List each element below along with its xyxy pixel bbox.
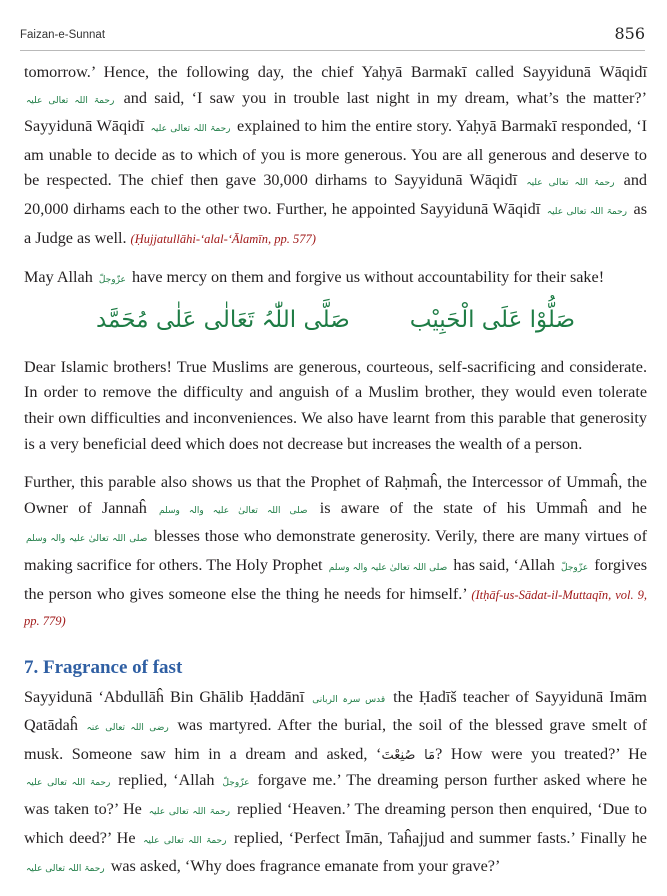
durood-right: صَلَّی اللّٰہُ تَعَالٰی عَلٰی مُحَمَّد (95, 306, 350, 333)
text-segment: replied, ‘Perfect Īmān, Taĥajjud and summer fasts.’ Finally he (234, 828, 647, 847)
text-segment: Further, this parable also shows us that the Prophet of Raḥmaĥ, the Intercessor of Ummaĥ, the Owner of Jannaĥ (24, 473, 647, 517)
honorific-quddisa: قدس سرہ الربانی (312, 694, 386, 705)
text-segment: has said, ‘Allah (453, 555, 555, 574)
text-segment: tomorrow.’ Hence, the following day, the chief Yaḥyā Barmakī called Sayyidunā Wāqidī (24, 63, 647, 81)
text-segment: forgave me.’ The dreaming person further asked where he was taken to?’ He (24, 771, 647, 819)
honorific-azza-wa-jall: عزّوجلّ (98, 275, 126, 286)
paragraph-1 (24, 60, 647, 252)
text-segment: the Ḥadīš teacher of Sayyidunā Imām Qatādaĥ (24, 687, 647, 735)
honorific-rahmatullahi: رحمۃ اللہ تعالی علیہ (150, 124, 231, 135)
text-segment: have mercy on them and forgive us without accountability for their sake! (131, 268, 605, 287)
text-segment: replied, ‘Allah (118, 771, 215, 790)
text-segment: is aware of the state of his Ummaĥ and he (319, 498, 647, 517)
arabic-phrase: مَا صُنِعْتَ (381, 747, 436, 763)
page-body (24, 60, 647, 896)
paragraph-3: Dear Islamic brothers! True Muslims are generous, courteous, self-sacrificing and considerate. In order to remove the difficulty and anguish of a Muslim brother, they would even tolerate their own difficulties and inconveniences. We also have learnt from this parable that generosity is a very beneficial deed which does not decrease but increases the wealth of a person. (24, 357, 647, 453)
durood-line (24, 307, 647, 333)
paragraph-2 (24, 265, 647, 294)
text-segment: ? How were you treated?’ He (435, 744, 647, 763)
durood-left: صَلُّوْا عَلَی الْحَبِیْب (409, 306, 576, 333)
text-segment: and 20,000 dirhams each to the other two. Further, he appointed Sayyidunā Wāqidī (24, 171, 648, 218)
text-segment: explained to him the entire story. Yaḥyā Barmakī responded, ‘I am unable to decide as to which of you is more generous. You are all generous and deserve to be respected. The chief then gave 30,000 dirhams to Sayyidunā Wāqidī (24, 117, 648, 190)
section-heading: 7. Fragrance of fast (24, 656, 183, 678)
text-segment: was asked, ‘Why does fragrance emanate from your grave?’ (110, 857, 501, 876)
citation: (Ḥujjatullāhi-‘alal-‘Ālamīn, pp. 577) (130, 231, 316, 246)
honorific-rahmatullahi: رحمۃ اللہ تعالی علیہ (148, 807, 231, 818)
text-segment: replied ‘Heaven.’ The dreaming person then enquired, ‘Due to which deed?’ He (24, 800, 647, 847)
honorific-radi: رضی اللہ تعالی عنہ (86, 723, 169, 734)
text-segment: blesses those who demonstrate generosity. Verily, there are many virtues of making sacrifice for others. The Holy Prophet (24, 527, 647, 574)
honorific-salla: صلی اللہ تعالیٰ علیہ والہ وسلم (26, 534, 148, 545)
honorific-salla: صلی اللہ تعالیٰ علیہ والہ وسلم (159, 505, 308, 516)
paragraph-5 (24, 685, 647, 883)
honorific-rahmatullahi: رحمۃ اللہ تعالی علیہ (26, 778, 111, 789)
honorific-rahmatullahi: رحمۃ اللہ تعالی علیہ (546, 206, 627, 217)
text-segment: May Allah (24, 268, 93, 287)
text-segment: forgives the person who gives someone else the thing he needs for himself.’ (24, 555, 648, 603)
honorific-salla: صلی اللہ تعالیٰ علیہ والہ وسلم (328, 562, 448, 573)
running-header (20, 20, 645, 51)
text-segment: and said, ‘I saw you in trouble last night in my dream, what’s the matter?’ Sayyidunā Wāqidī (24, 88, 648, 136)
honorific-rahmatullahi: رحمۃ اللہ تعالی علیہ (526, 178, 615, 189)
honorific-azza-wa-jall: عزّوجلّ (222, 778, 250, 789)
honorific-rahmatullahi: رحمۃ اللہ تعالی علیہ (26, 864, 105, 875)
honorific-azza-wa-jall: عزّوجلّ (561, 562, 589, 573)
text-segment: was martyred. After the burial, the soil of the blessed grave smelt of musk. Someone saw him in a dream and asked, ‘ (24, 716, 648, 763)
paragraph-4 (24, 470, 647, 635)
honorific-rahmatullahi: رحمۃ اللہ تعالی علیہ (143, 835, 227, 846)
text-segment: as a Judge as well. (24, 199, 648, 247)
text-segment: Sayyidunā ‘Abdullāĥ Bin Ghālib Ḥaddānī (24, 687, 305, 706)
page-number: 856 (614, 24, 645, 43)
citation: (Itḥāf-us-Sādat-il-Muttaqīn, vol. 9, pp. 779) (24, 587, 647, 629)
book-title: Faizan-e-Sunnat (20, 29, 106, 41)
honorific-rahmatullahi: رحمۃ اللہ تعالی علیہ (26, 95, 115, 106)
